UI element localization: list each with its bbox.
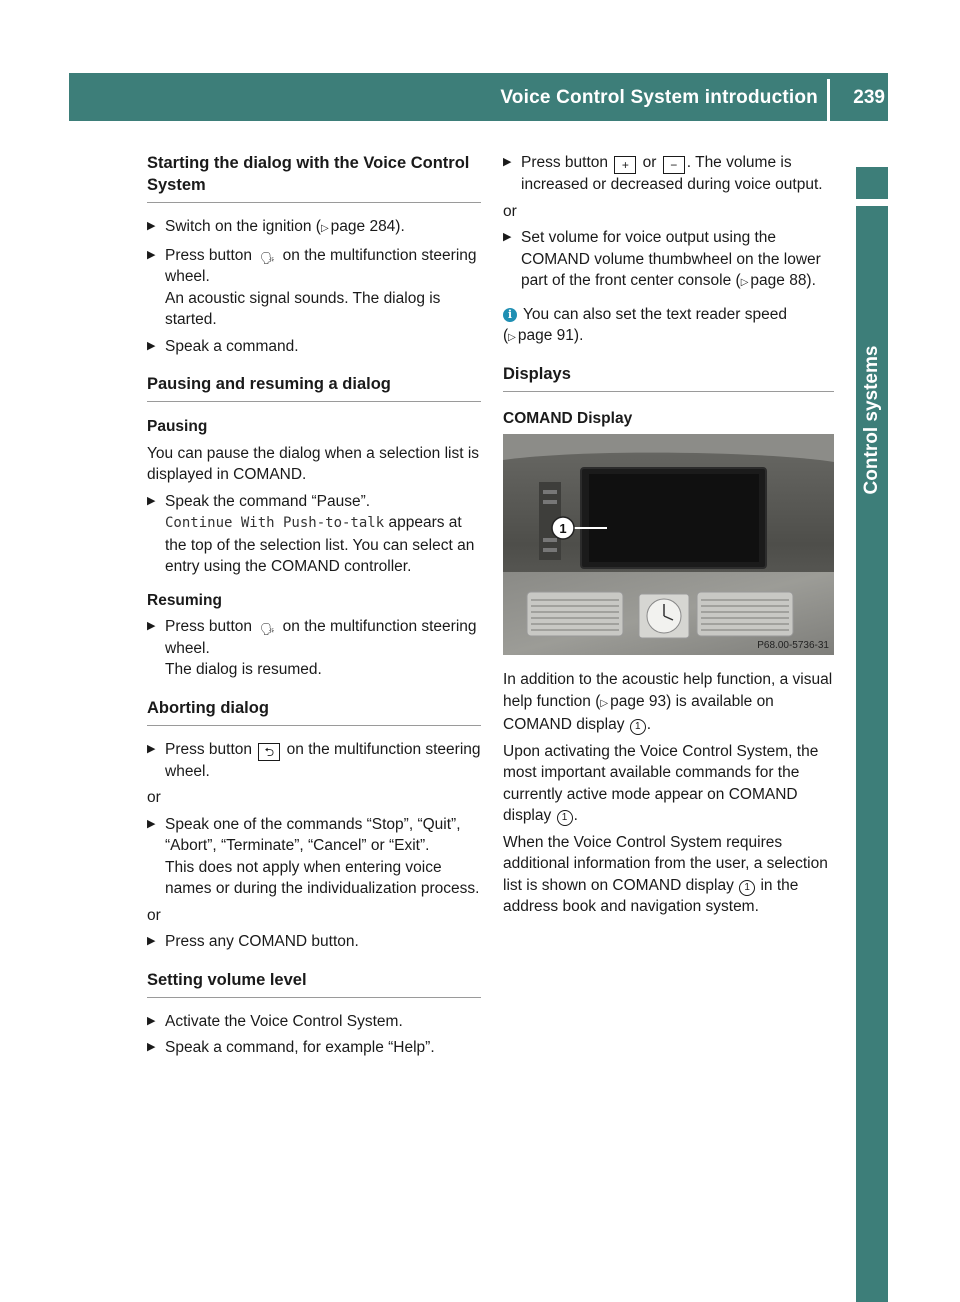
instruction-step <box>503 152 834 196</box>
step-text: . The volume is increased or decreased during voice output. <box>521 154 823 193</box>
subheading-comand-display: COMAND Display <box>503 409 633 427</box>
paragraph-text: In addition to the acoustic help function, a visual help function ( <box>503 671 833 710</box>
step-arrow-icon: ▶ <box>503 231 512 243</box>
info-icon: i <box>503 308 517 322</box>
instruction-step <box>147 739 481 783</box>
page-header-bar <box>69 73 888 121</box>
step-arrow-icon: ▶ <box>147 220 156 232</box>
page-reference-triangle-icon: ▷ <box>508 332 516 343</box>
right-column <box>503 152 834 923</box>
page-reference-link[interactable]: page 88). <box>750 272 816 289</box>
photo-callout-number: 1 <box>559 521 567 536</box>
step-text: or <box>642 154 657 171</box>
step-text: on the multifunction steering wheel. <box>165 740 481 780</box>
step-text: Switch on the ignition ( <box>165 218 321 235</box>
page-reference-triangle-icon: ▷ <box>600 697 609 709</box>
step-arrow-icon: ▶ <box>147 1014 156 1027</box>
instruction-step <box>147 216 481 240</box>
page-number: 239 <box>853 87 885 108</box>
step-text: on the multifunction steering wheel. <box>165 246 477 285</box>
section-tab-marker <box>856 167 888 199</box>
section-heading-pausing-resuming: Pausing and resuming a dialog <box>147 373 481 402</box>
page-title: Voice Control System introduction <box>500 87 818 108</box>
or-separator: or <box>147 906 161 924</box>
or-separator: or <box>147 789 161 806</box>
step-arrow-icon: ▶ <box>147 620 156 632</box>
step-arrow-icon: ▶ <box>147 494 156 507</box>
section-heading-starting-dialog: Starting the dialog with the Voice Control System <box>147 152 481 203</box>
paragraph: Upon activating the Voice Control System, the most important available commands for the currently active mode appear on COMAND display 1 . <box>503 742 819 824</box>
step-note: This does not apply when entering voice names or during the individualization process. <box>165 858 480 897</box>
callout-number-icon: 1 <box>739 880 755 896</box>
step-arrow-icon: ▶ <box>147 742 156 755</box>
instruction-step <box>147 814 481 900</box>
page-reference-triangle-icon: ▷ <box>320 223 329 234</box>
step-text: Speak a command. <box>165 337 299 355</box>
step-text: Press button <box>521 154 609 171</box>
instruction-step <box>147 616 481 681</box>
or-separator: or <box>503 202 517 220</box>
step-text: Speak the command “Pause”. <box>165 492 371 510</box>
paragraph <box>503 832 834 918</box>
step-text: Speak a command, for example “Help”. <box>165 1039 435 1056</box>
volume-plus-button-icon: + <box>614 156 636 174</box>
step-result-text: The dialog is resumed. <box>165 661 322 678</box>
step-text: Set volume for voice output using the COMAND volume thumbwheel on the lower part of the front center console ( <box>521 229 821 289</box>
page-reference-link[interactable]: page 284). <box>330 218 405 235</box>
page-reference-link[interactable]: page 93) is available on COMAND display <box>503 692 774 733</box>
step-text: appears at the top of the selection list. You can select an entry using the COMAND controller. <box>165 514 475 575</box>
paragraph-text: When the Voice Control System requires additional information from the user, a selection list is shown on COMAND display <box>503 833 828 894</box>
instruction-step <box>147 1011 481 1033</box>
callout-number-icon: 1 <box>557 810 573 826</box>
subheading-pausing: Pausing <box>147 418 208 435</box>
paragraph-text: in the address book and navigation system. <box>503 876 799 915</box>
step-text: Press any COMAND button. <box>165 933 359 950</box>
step-result-text: An acoustic signal sounds. The dialog is started. <box>165 289 441 328</box>
paragraph-text: Upon activating the Voice Control System, the most important available commands for the currently active mode appear on COMAND display <box>503 742 819 824</box>
step-text: on the multifunction steering wheel. <box>165 618 477 657</box>
page-reference-triangle-icon: ▷ <box>740 277 749 288</box>
step-text: Speak one of the commands “Stop”, “Quit”, “Abort”, “Terminate”, “Cancel” or “Exit”. <box>165 815 461 854</box>
info-note <box>503 304 834 349</box>
step-arrow-icon: ▶ <box>147 817 156 830</box>
instruction-step <box>503 227 834 294</box>
photo-reference-code: P68.00-5736-31 <box>757 640 829 651</box>
step-arrow-icon: ▶ <box>147 339 156 352</box>
instruction-step <box>147 491 481 578</box>
info-text: You can also set the text reader speed ( <box>503 305 787 344</box>
step-text: Press button <box>165 246 253 264</box>
section-heading-displays: Displays <box>503 363 834 392</box>
instruction-step <box>147 336 481 358</box>
step-arrow-icon: ▶ <box>503 156 512 168</box>
callout-number-icon: 1 <box>630 719 646 735</box>
step-text: Activate the Voice Control System. <box>165 1012 403 1030</box>
step-arrow-icon: ▶ <box>147 935 156 947</box>
display-text: Continue With Push-to-talk <box>165 515 385 531</box>
back-button-icon: ⮌ <box>258 743 280 761</box>
section-heading-volume: Setting volume level <box>147 969 481 998</box>
section-tab-label: Control systems <box>861 345 882 495</box>
subheading-resuming: Resuming <box>147 591 222 609</box>
comand-display-photo <box>503 434 834 655</box>
section-heading-aborting: Aborting dialog <box>147 697 481 726</box>
left-column <box>147 152 481 1064</box>
page-reference-link[interactable]: page 91). <box>517 327 584 344</box>
paragraph: In addition to the acoustic help function, a visual help function (▷ page 93) is available on COMAND display 1 . <box>503 671 833 733</box>
step-text: Press button <box>165 740 253 758</box>
step-text: Press button <box>165 618 253 635</box>
step-arrow-icon: ▶ <box>147 248 156 261</box>
instruction-step <box>147 245 481 331</box>
volume-minus-button-icon: − <box>663 156 685 174</box>
voice-control-button-icon: 🗣︎ <box>259 250 275 265</box>
instruction-step <box>147 1037 481 1059</box>
voice-control-button-icon: 🗣︎ <box>259 622 275 636</box>
step-arrow-icon: ▶ <box>147 1041 156 1053</box>
paragraph: You can pause the dialog when a selection list is displayed in COMAND. <box>147 444 480 483</box>
header-separator <box>827 79 830 121</box>
instruction-step <box>147 931 481 953</box>
